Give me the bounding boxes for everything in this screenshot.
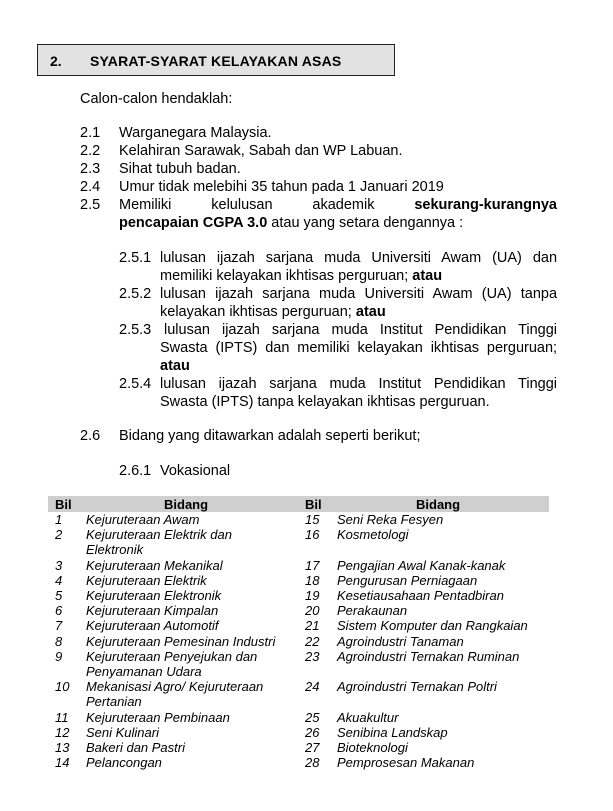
sub-heading: Vokasional: [160, 463, 231, 479]
word-bold: sekurang-kurangnya: [414, 197, 557, 213]
table-cell-bil: 6: [55, 603, 63, 619]
line-rest: atau yang setara dengannya :: [267, 215, 464, 231]
table-cell-bidang: Pengajian Awal Kanak-kanak: [337, 557, 506, 573]
table-cell-bidang: Agroindustri Tanaman: [337, 633, 464, 649]
col-bidang-right: Bidang: [416, 497, 461, 512]
table-cell-bidang: Kosmetologi: [337, 527, 409, 543]
item-2-5-line2: [119, 215, 463, 231]
table-cell-bidang: Pemprosesan Makanan: [337, 755, 475, 771]
sub-2-5-2-line2: kelayakan ikhtisas perguruan; atau: [160, 304, 386, 320]
table-cell-bidang: Agroindustri Ternakan Ruminan: [337, 648, 520, 664]
table-cell-bidang: Sistem Komputer dan Rangkaian: [337, 618, 528, 634]
table-cell-bidang: Pengurusan Perniagaan: [337, 572, 478, 588]
table-cell-bil: 25: [305, 709, 320, 725]
section-header: [37, 44, 395, 76]
table-cell-bil: 5: [55, 588, 63, 603]
item-number: 2.3: [80, 161, 101, 177]
sub-number: 2.5.4: [119, 376, 152, 392]
table-cell-bidang: Seni Reka Fesyen: [337, 512, 444, 527]
table-cell-bil: 22: [305, 633, 320, 649]
table-cell-bidang: Akuakultur: [337, 709, 399, 725]
sub-2-5-4-line1: lulusan ijazah sarjana muda Institut Pendidikan Tinggi: [160, 376, 557, 392]
table-cell-bil: 23: [305, 648, 320, 664]
table-cell-bil: 13: [55, 740, 70, 755]
table-cell-bidang: Kejuruteraan Penyejukan dan: [86, 648, 258, 664]
sub-2-5-3-line2: Swasta (IPTS) dan memiliki kelayakan ikhtisas perguruan;: [160, 340, 558, 356]
table-cell-bidang: Pelancongan: [86, 755, 162, 771]
item-text: Sihat tubuh badan.: [119, 161, 241, 177]
table-cell-bidang: Bioteknologi: [337, 740, 408, 755]
table-cell-bil: 1: [55, 512, 63, 527]
sub-number: 2.5.3: [119, 322, 152, 338]
table-cell-bidang: Seni Kulinari: [86, 724, 159, 740]
table-cell-bidang: Kejuruteraan Awam: [86, 512, 200, 527]
table-cell-bil: 27: [305, 740, 320, 755]
item-number: 2.1: [80, 125, 101, 141]
sub-2-5-3-line1: lulusan ijazah sarjana muda Institut Pendidikan Tinggi: [164, 322, 558, 338]
section-number: 2.: [50, 53, 62, 69]
sub-2-5-3-line3: atau: [160, 358, 190, 374]
table-cell-bidang: Senibina Landskap: [337, 724, 448, 740]
col-bil-left: Bil: [55, 497, 72, 512]
item-2-5-line1: [119, 197, 557, 213]
item-text: Warganegara Malaysia.: [119, 125, 272, 141]
table-cell-bidang: Perakaunan: [337, 603, 408, 619]
item-text: Kelahiran Sarawak, Sabah dan WP Labuan.: [119, 143, 403, 159]
table-cell-bidang: Kejuruteraan Mekanikal: [86, 557, 223, 573]
sub-number: 2.5.1: [119, 250, 152, 266]
section-title: SYARAT-SYARAT KELAYAKAN ASAS: [90, 53, 342, 69]
table-cell-bidang: Penyamanan Udara: [86, 664, 202, 679]
table-cell-bil: 26: [305, 724, 320, 740]
item-number: 2.4: [80, 179, 101, 195]
table-cell-bil: 4: [55, 572, 63, 588]
table-cell-bil: 20: [305, 603, 320, 619]
table-cell-bidang: Elektronik: [86, 542, 144, 558]
word: akademik: [312, 197, 375, 213]
sub-2-5-2-line1: lulusan ijazah sarjana muda Universiti Awam (UA) tanpa: [160, 286, 558, 302]
table-cell-bil: 28: [305, 755, 320, 771]
sub-2-5-4-line2: Swasta (IPTS) tanpa kelayakan ikhtisas perguruan.: [160, 394, 490, 410]
item-text: Umur tidak melebihi 35 tahun pada 1 Januari 2019: [119, 179, 444, 195]
table-cell-bil: 21: [305, 618, 320, 634]
table-cell-bidang: Kesetiausahaan Pentadbiran: [337, 588, 504, 603]
table-cell-bil: 15: [305, 512, 320, 527]
table-cell-bil: 24: [305, 679, 320, 695]
table-cell-bidang: Kejuruteraan Kimpalan: [86, 603, 219, 619]
table-cell-bil: 3: [55, 557, 63, 573]
table-cell-bil: 18: [305, 572, 320, 588]
table-cell-bidang: Kejuruteraan Elektrik dan: [86, 527, 232, 543]
sub-2-5-1-line1: lulusan ijazah sarjana muda Universiti Awam (UA) dan: [160, 250, 558, 266]
cgpa-bold: pencapaian CGPA 3.0: [119, 215, 268, 231]
table-cell-bidang: Bakeri dan Pastri: [86, 740, 185, 755]
table-cell-bidang: Kejuruteraan Pembinaan: [86, 709, 230, 725]
item-number: 2.5: [80, 197, 101, 213]
item-number: 2.6: [80, 428, 101, 444]
table-cell-bil: 8: [55, 633, 63, 649]
table-cell-bil: 7: [55, 618, 63, 634]
table-cell-bil: 12: [55, 724, 70, 740]
table-cell-bil: 11: [55, 709, 69, 725]
sub-number: 2.5.2: [119, 286, 152, 302]
table-cell-bidang: Kejuruteraan Pemesinan Industri: [86, 633, 276, 649]
word: Memiliki: [119, 197, 172, 213]
table-cell-bil: 2: [55, 527, 63, 543]
intro-text: Calon-calon hendaklah:: [80, 91, 233, 107]
table-cell-bidang: Kejuruteraan Automotif: [86, 618, 219, 634]
item-text: Bidang yang ditawarkan adalah seperti berikut;: [119, 428, 421, 444]
col-bil-right: Bil: [305, 497, 322, 512]
word: kelulusan: [211, 197, 273, 213]
table-cell-bidang: Mekanisasi Agro/ Kejuruteraan: [86, 679, 264, 695]
item-number: 2.2: [80, 143, 101, 159]
table-cell-bidang: Kejuruteraan Elektrik: [86, 572, 207, 588]
table-cell-bil: 17: [305, 557, 320, 573]
sub-2-5-1-line2: memiliki kelayakan ikhtisas perguruan; atau: [160, 268, 443, 284]
sub-number: 2.6.1: [119, 463, 152, 479]
table-header-bar: [48, 496, 549, 512]
col-bidang-left: Bidang: [164, 497, 209, 512]
table-cell-bil: 19: [305, 588, 320, 603]
table-cell-bidang: Kejuruteraan Elektronik: [86, 588, 222, 603]
table-cell-bidang: Pertanian: [86, 694, 142, 710]
table-cell-bil: 10: [55, 679, 70, 695]
table-cell-bil: 9: [55, 648, 63, 664]
table-cell-bidang: Agroindustri Ternakan Poltri: [337, 679, 497, 695]
table-cell-bil: 16: [305, 527, 320, 543]
table-cell-bil: 14: [55, 755, 70, 771]
